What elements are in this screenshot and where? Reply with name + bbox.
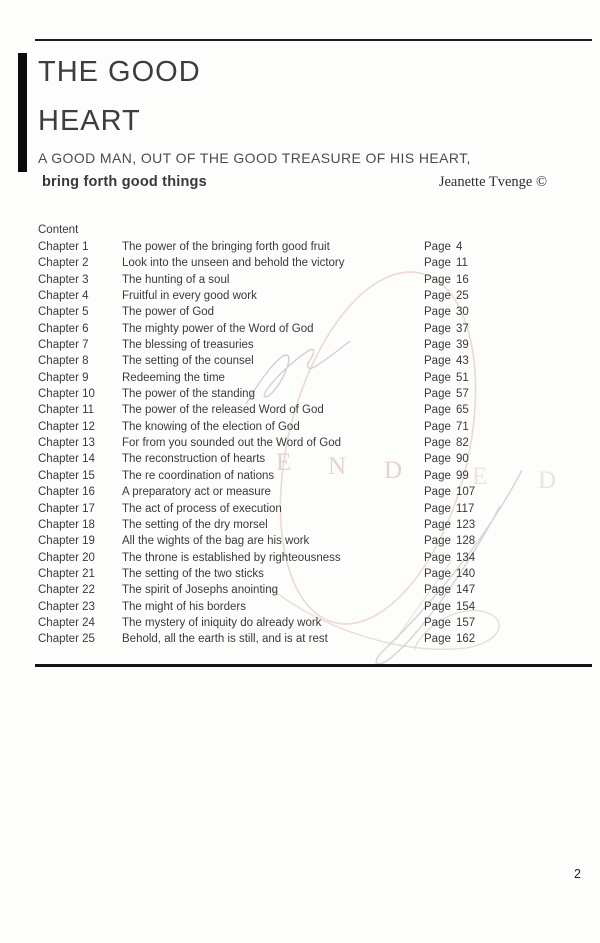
toc-page-label: Page <box>424 469 451 482</box>
toc-title: Redeeming the time <box>122 371 225 384</box>
book-title-line2: HEART <box>38 105 141 137</box>
toc-chapter: Chapter 17 <box>38 502 95 515</box>
toc-title: Fruitful in every good work <box>122 290 257 303</box>
table-of-contents <box>38 222 508 648</box>
toc-title: The act of process of execution <box>122 502 282 515</box>
book-tagline: bring forth good things <box>42 174 207 190</box>
toc-page-number: 162 <box>456 633 476 646</box>
toc-row <box>38 402 508 418</box>
toc-page-number: 147 <box>456 584 476 597</box>
toc-title: The setting of the two sticks <box>122 567 264 580</box>
toc-row <box>38 484 508 500</box>
toc-chapter: Chapter 21 <box>38 567 95 580</box>
toc-page-number: 140 <box>456 567 476 580</box>
toc-row <box>38 255 508 271</box>
watermark-letter: E <box>472 463 488 490</box>
toc-page-number: 16 <box>456 273 469 286</box>
toc-row <box>38 566 508 582</box>
toc-page-label: Page <box>424 273 451 286</box>
author-name: Jeanette Tvenge © <box>438 174 547 190</box>
toc-row <box>38 599 508 615</box>
toc-page-label: Page <box>424 322 451 335</box>
toc-title: The power of the bringing forth good fruit <box>122 241 330 253</box>
toc-page-label: Page <box>424 404 451 417</box>
watermark-letter: D <box>384 457 403 484</box>
toc-row <box>38 272 508 288</box>
toc-page-number: 37 <box>456 322 469 335</box>
toc-title: The hunting of a soul <box>122 273 230 286</box>
toc-heading: Content <box>38 224 79 236</box>
toc-page-number: 123 <box>456 518 476 531</box>
book-title-line1: THE GOOD <box>38 56 201 88</box>
toc-page-label: Page <box>424 290 451 303</box>
toc-row <box>38 435 508 451</box>
toc-chapter: Chapter 19 <box>38 535 95 548</box>
toc-title: The power of the released Word of God <box>122 404 324 417</box>
toc-row <box>38 304 508 320</box>
toc-row <box>38 239 508 255</box>
toc-page-label: Page <box>424 567 451 580</box>
watermark-letter: D <box>538 467 557 494</box>
toc-title: The power of the standing <box>122 388 255 401</box>
toc-row <box>38 386 508 402</box>
toc-page-label: Page <box>424 339 451 352</box>
toc-page-number: 4 <box>456 241 463 253</box>
book-subtitle: A GOOD MAN, OUT OF THE GOOD TREASURE OF HIS HEART, <box>38 150 471 166</box>
toc-page-number: 57 <box>456 388 469 401</box>
toc-page-label: Page <box>424 371 451 384</box>
toc-page-label: Page <box>424 388 451 401</box>
toc-chapter: Chapter 15 <box>38 469 95 482</box>
toc-chapter: Chapter 7 <box>38 339 89 352</box>
toc-chapter: Chapter 16 <box>38 486 95 499</box>
toc-row <box>38 468 508 484</box>
toc-page-number: 90 <box>456 453 469 466</box>
toc-chapter: Chapter 24 <box>38 616 95 629</box>
toc-chapter: Chapter 12 <box>38 420 95 433</box>
toc-title: Behold, all the earth is still, and is at rest <box>122 633 328 646</box>
toc-title: A preparatory act or measure <box>122 486 271 499</box>
toc-page-number: 43 <box>456 355 469 368</box>
toc-page-label: Page <box>424 437 451 450</box>
toc-chapter: Chapter 14 <box>38 453 95 466</box>
toc-row <box>38 517 508 533</box>
toc-title: The might of his borders <box>122 600 247 613</box>
toc-chapter: Chapter 9 <box>38 371 89 384</box>
toc-chapter: Chapter 1 <box>38 241 89 253</box>
toc-page-number: 154 <box>456 600 476 613</box>
toc-chapter: Chapter 23 <box>38 600 95 613</box>
toc-row <box>38 419 508 435</box>
toc-row <box>38 582 508 598</box>
top-rule <box>35 39 592 41</box>
toc-row <box>38 615 508 631</box>
toc-title: The throne is established by righteousness <box>122 551 341 564</box>
title-side-bar <box>18 53 27 172</box>
toc-page-label: Page <box>424 241 451 253</box>
toc-row <box>38 321 508 337</box>
toc-page-number: 117 <box>456 502 475 515</box>
toc-page-label: Page <box>424 486 451 499</box>
toc-chapter: Chapter 10 <box>38 388 95 401</box>
toc-chapter: Chapter 25 <box>38 633 95 646</box>
toc-title: Look into the unseen and behold the victory <box>122 257 345 270</box>
toc-page-number: 65 <box>456 404 469 417</box>
toc-chapter: Chapter 6 <box>38 322 89 335</box>
toc-chapter: Chapter 13 <box>38 437 95 450</box>
toc-page-label: Page <box>424 584 451 597</box>
toc-page-label: Page <box>424 535 451 548</box>
toc-chapter: Chapter 11 <box>38 404 95 417</box>
watermark-letter: N <box>328 453 347 480</box>
toc-title: The setting of the dry morsel <box>122 518 268 531</box>
toc-title: The re coordination of nations <box>122 469 275 482</box>
toc-page-number: 11 <box>456 257 468 270</box>
toc-chapter: Chapter 5 <box>38 306 89 319</box>
toc-chapter: Chapter 20 <box>38 551 95 564</box>
toc-title: The blessing of treasuries <box>122 339 254 352</box>
toc-page-number: 71 <box>456 420 469 433</box>
toc-title: The setting of the counsel <box>122 355 254 368</box>
toc-row <box>38 631 508 647</box>
toc-page-number: 99 <box>456 469 469 482</box>
toc-page-number: 39 <box>456 339 469 352</box>
toc-row <box>38 501 508 517</box>
toc-chapter: Chapter 4 <box>38 290 89 303</box>
toc-chapter: Chapter 3 <box>38 273 89 286</box>
toc-row <box>38 353 508 369</box>
toc-page-number: 107 <box>456 486 476 499</box>
watermark-letter: E <box>276 449 292 476</box>
toc-page-number: 157 <box>456 616 476 629</box>
toc-page-label: Page <box>424 551 451 564</box>
toc-row <box>38 533 508 549</box>
toc-page-label: Page <box>424 633 451 646</box>
toc-page-number: 128 <box>456 535 476 548</box>
toc-page-label: Page <box>424 420 451 433</box>
toc-chapter: Chapter 2 <box>38 257 89 270</box>
toc-title: The mighty power of the Word of God <box>122 322 314 335</box>
page-number: 2 <box>574 867 581 881</box>
toc-chapter: Chapter 22 <box>38 584 95 597</box>
toc-title: The spirit of Josephs anointing <box>122 584 278 597</box>
toc-rows <box>38 239 508 648</box>
toc-row <box>38 288 508 304</box>
toc-row <box>38 550 508 566</box>
toc-page-label: Page <box>424 502 451 515</box>
toc-row <box>38 370 508 386</box>
toc-title: The power of God <box>122 306 215 319</box>
toc-page-label: Page <box>424 600 451 613</box>
toc-page-number: 30 <box>456 306 469 319</box>
toc-page-label: Page <box>424 257 451 270</box>
toc-title: The knowing of the election of God <box>122 420 300 433</box>
bottom-rule <box>35 664 592 667</box>
toc-page-label: Page <box>424 518 451 531</box>
toc-chapter: Chapter 8 <box>38 355 89 368</box>
toc-page-label: Page <box>424 355 451 368</box>
toc-title: The mystery of iniquity do already work <box>122 616 322 629</box>
toc-page-number: 25 <box>456 290 469 303</box>
toc-page-label: Page <box>424 616 451 629</box>
toc-title: The reconstruction of hearts <box>122 453 266 466</box>
toc-page-label: Page <box>424 453 451 466</box>
toc-page-number: 134 <box>456 551 476 564</box>
toc-chapter: Chapter 18 <box>38 518 95 531</box>
toc-row <box>38 451 508 467</box>
toc-title: For from you sounded out the Word of God <box>122 437 342 450</box>
toc-row <box>38 337 508 353</box>
toc-page-label: Page <box>424 306 451 319</box>
toc-page-number: 82 <box>456 437 469 450</box>
toc-title: All the wights of the bag are his work <box>122 535 310 548</box>
toc-page-number: 51 <box>456 371 469 384</box>
